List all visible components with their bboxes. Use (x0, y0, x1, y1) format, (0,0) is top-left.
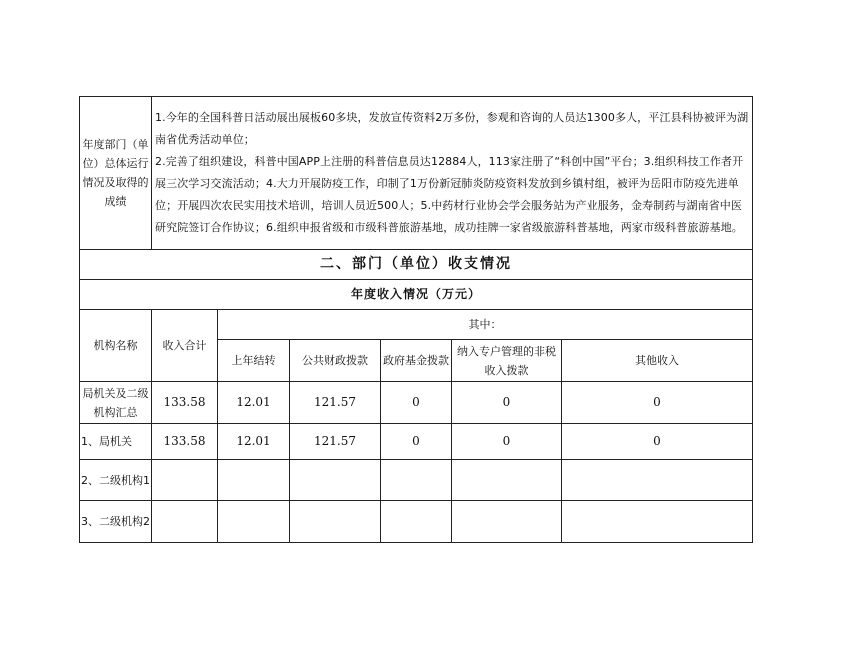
row-nontax (452, 460, 562, 501)
budget-table (79, 96, 753, 543)
header-other: 其他收入 (562, 340, 753, 382)
header-org-name: 机构名称 (80, 310, 152, 382)
row-gov-fund (381, 501, 452, 543)
row-gov-fund: 0 (381, 424, 452, 460)
header-fiscal: 公共财政拨款 (290, 340, 381, 382)
row-gov-fund (381, 460, 452, 501)
row-total: 133.58 (152, 382, 218, 424)
row-carryover: 12.01 (218, 382, 290, 424)
row-name: 3、二级机构2 (80, 501, 152, 543)
subtable-title: 年度收入情况（万元） (80, 280, 753, 310)
header-among: 其中： (218, 310, 753, 340)
summary-paragraph-2: 2.完善了组织建设，科普中国APP上注册的科普信息员达12884人，113家注册了“科创中国”平台；3.组织科技工作者开展三次学习交流活动；4.大力开展防疫工作，印制了1万份新冠肺炎防疫资料发放到乡镇村组，被评为岳阳市防疫先进单位；开展四次农民实用技术培训，培训人员近500人；5.中药材行业协会学会服务站为产业服务，金寿制药与湖南省中医研究院签订合作协议；6.组织申报省级和市级科普旅游基地，成功挂牌一家省级旅游科普基地，两家市级科普旅游基地。 (155, 155, 744, 234)
row-other (562, 460, 753, 501)
row-other (562, 501, 753, 543)
row-carryover: 12.01 (218, 424, 290, 460)
summary-label: 年度部门（单位）总体运行情况及取得的成绩 (80, 97, 152, 250)
row-nontax: 0 (452, 424, 562, 460)
row-nontax: 0 (452, 382, 562, 424)
row-name: 2、二级机构1 (80, 460, 152, 501)
header-total: 收入合计 (152, 310, 218, 382)
row-fiscal: 121.57 (290, 424, 381, 460)
section-title: 二、部门（单位）收支情况 (80, 250, 753, 280)
row-name: 局机关及二级机构汇总 (80, 382, 152, 424)
row-fiscal (290, 460, 381, 501)
header-carryover: 上年结转 (218, 340, 290, 382)
header-gov-fund: 政府基金拨款 (381, 340, 452, 382)
table-row (80, 382, 753, 424)
row-other: 0 (562, 424, 753, 460)
table-row (80, 501, 753, 543)
row-total: 133.58 (152, 424, 218, 460)
row-fiscal: 121.57 (290, 382, 381, 424)
row-carryover (218, 460, 290, 501)
table-row (80, 424, 753, 460)
header-nontax: 纳入专户管理的非税收入拨款 (452, 340, 562, 382)
row-name: 1、局机关 (80, 424, 152, 460)
table-row (80, 460, 753, 501)
row-total (152, 460, 218, 501)
summary-paragraph-1: 1.今年的全国科普日活动展出展板60多块，发放宣传资料2万多份，参观和咨询的人员达1300多人，平江县科协被评为湖南省优秀活动单位； (155, 111, 749, 146)
summary-content (152, 97, 753, 250)
row-fiscal (290, 501, 381, 543)
row-total (152, 501, 218, 543)
row-nontax (452, 501, 562, 543)
row-gov-fund: 0 (381, 382, 452, 424)
row-other: 0 (562, 382, 753, 424)
row-carryover (218, 501, 290, 543)
